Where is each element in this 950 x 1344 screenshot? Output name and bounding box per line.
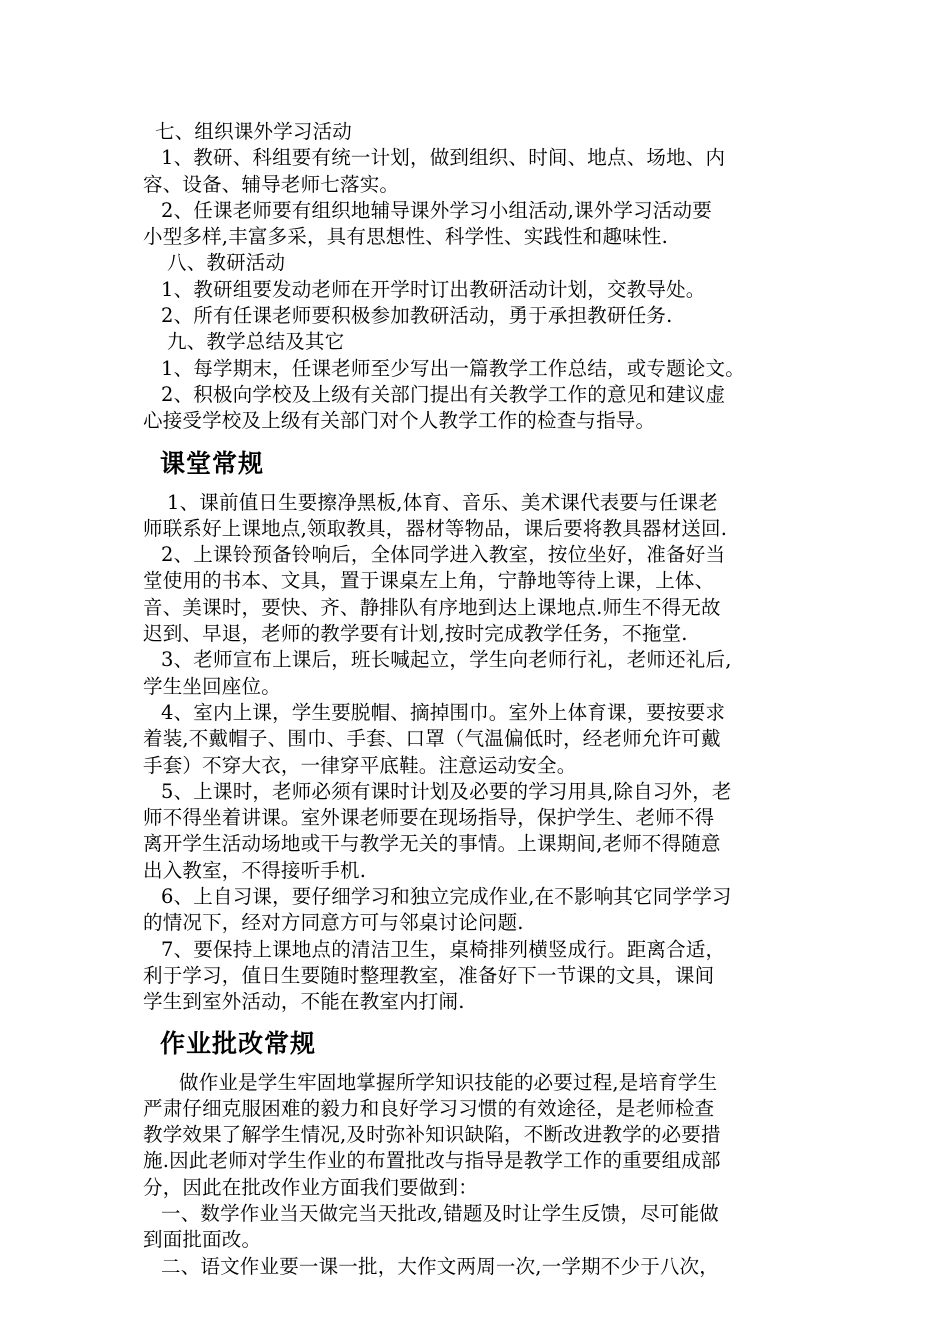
paragraph-line: 师联系好上课地点,领取教具，器材等物品，课后要将教具器材送回.	[143, 516, 728, 540]
rule-item	[143, 884, 823, 937]
paragraph-line: 音、美课时，要快、齐、静排队有序地到达上课地点.师生不得无故	[143, 595, 721, 619]
paragraph-line: 离开学生活动场地或干与教学无关的事情。上课期间,老师不得随意	[143, 832, 721, 856]
rule-item	[143, 700, 823, 779]
rule-item	[143, 779, 823, 884]
section-title: 七、组织课外学习活动	[155, 120, 353, 143]
paragraph-line: 5、上课时，老师必须有课时计划及必要的学习用具,除自习外，老	[161, 779, 732, 803]
paragraph-line: 4、室内上课，学生要脱帽、摘掉围巾。室外上体育课，要按要求	[161, 700, 726, 724]
paragraph-line: 1、教研组要发动老师在开学时订出教研活动计划，交教导处。	[161, 277, 706, 301]
paragraph-line: 做作业是学生牢固地掌握所学知识技能的必要过程,是培育学生	[179, 1070, 718, 1094]
paragraph-line: 教学效果了解学生情况,及时弥补知识缺陷，不断改进教学的必要措	[143, 1123, 721, 1147]
paragraph-line: 1、每学期末，任课老师至少写出一篇教学工作总结，或专题论文。	[161, 356, 745, 380]
paragraph-line: 师不得坐着讲课。室外课老师要在现场指导，保护学生、老师不得	[143, 806, 715, 830]
paragraph-line: 的情况下，经对方同意方可与邻桌讨论问题.	[143, 911, 524, 935]
paragraph-line: 到面批面改。	[143, 1228, 262, 1252]
paragraph-line: 施.因此老师对学生作业的布置批改与指导是教学工作的重要组成部	[143, 1149, 721, 1173]
paragraph-line: 堂使用的书本、文具，置于课桌左上角，宁静地等待上课，上体、	[143, 569, 715, 593]
heading-classroom-rules: 课堂常规	[160, 448, 265, 478]
section-title: 八、教研活动	[167, 251, 286, 275]
paragraph-line: 学生坐回座位。	[143, 674, 281, 698]
paragraph-line: 出入教室，不得接听手机.	[143, 858, 367, 882]
paragraph-line: 分，因此在批改作业方面我们要做到：	[143, 1175, 478, 1199]
section-classroom-rules	[143, 440, 823, 1016]
paragraph-line: 2、所有任课老师要积极参加教研活动，勇于承担教研任务.	[161, 304, 673, 328]
section-organize-activities	[143, 119, 823, 250]
paragraph-line: 利于学习，值日生要随时整理教室，准备好下一节课的文具，课间	[143, 963, 715, 987]
paragraph-line: 学生到室外活动，不能在教室内打闹.	[143, 990, 465, 1014]
paragraph-line: 手套）不穿大衣，一律穿平底鞋。注意运动安全。	[143, 753, 577, 777]
paragraph-line: 着装,不戴帽子、围巾、手套、口罩（气温偏低时，经老师允许可戴	[143, 727, 721, 751]
paragraph-line: 1、教研、科组要有统一计划，做到组织、时间、地点、场地、内	[161, 146, 726, 170]
paragraph-line: 小型多样,丰富多采，具有思想性、科学性、实践性和趣味性.	[143, 225, 668, 249]
paragraph-line: 迟到、早退，老师的教学要有计划,按时完成教学任务，不拖堂.	[143, 622, 688, 646]
paragraph-line: 二、语文作业要一课一批，大作文两周一次,一学期不少于八次，	[161, 1254, 719, 1278]
paragraph-line: 2、积极向学校及上级有关部门提出有关教学工作的意见和建议虚	[161, 382, 726, 406]
paragraph-line: 7、要保持上课地点的清洁卫生，桌椅排列横竖成行。距离合适，	[161, 937, 726, 961]
section-homework-rules	[143, 1020, 823, 1280]
rule-item	[143, 490, 823, 543]
paragraph-line: 2、上课铃预备铃响后，全体同学进入教室，按位坐好，准备好当	[161, 543, 726, 567]
paragraph-line: 2、任课老师要有组织地辅导课外学习小组活动,课外学习活动要	[161, 198, 712, 222]
paragraph-line: 严肃仔细克服困难的毅力和良好学习习惯的有效途径，是老师检查	[143, 1096, 715, 1120]
paragraph-line: 一、数学作业当天做完当天批改,错题及时让学生反馈，尽可能做	[161, 1201, 719, 1225]
document-page	[143, 119, 823, 1280]
paragraph-line: 6、上自习课，要仔细学习和独立完成作业,在不影响其它同学学习	[161, 885, 732, 909]
section-teaching-research	[143, 250, 823, 329]
section-summary	[143, 329, 823, 434]
paragraph-line: 心接受学校及上级有关部门对个人教学工作的检查与指导。	[143, 409, 656, 433]
rule-item	[143, 647, 823, 700]
rule-item	[143, 937, 823, 1016]
paragraph-line: 1、课前值日生要擦净黑板,体育、音乐、美术课代表要与任课老	[167, 490, 718, 514]
rule-item	[143, 542, 823, 647]
paragraph-line: 3、老师宣布上课后，班长喊起立，学生向老师行礼，老师还礼后,	[161, 648, 732, 672]
paragraph-line: 容、设备、辅导老师七落实。	[143, 172, 400, 196]
heading-homework-rules: 作业批改常规	[160, 1028, 317, 1058]
section-title: 九、教学总结及其它	[167, 330, 345, 354]
